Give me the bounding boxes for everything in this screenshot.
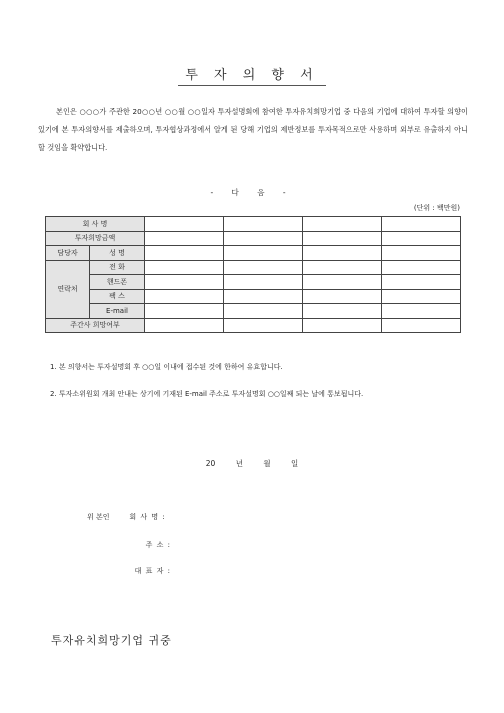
table-cell[interactable] (303, 318, 382, 333)
table-cell[interactable] (224, 246, 303, 261)
signature-address-row (87, 540, 171, 550)
table-cell[interactable] (145, 304, 224, 319)
company-name-header: 회 사 명 (46, 217, 145, 232)
table-cell[interactable] (145, 260, 224, 275)
table-cell[interactable] (303, 289, 382, 304)
unit-label: (단위 : 백만원) (413, 204, 460, 212)
document-title: 투 자 의 향 서 (185, 68, 319, 83)
table-cell[interactable] (382, 217, 461, 232)
table-cell[interactable] (382, 318, 461, 333)
table-cell[interactable] (224, 289, 303, 304)
table-cell[interactable] (224, 260, 303, 275)
table-row (46, 231, 461, 246)
footer-recipient: 투자유치희망기업 귀중 (51, 634, 172, 647)
ceo-label: 대 표 자 : (134, 567, 171, 575)
table-cell[interactable] (145, 289, 224, 304)
contact-header: 연락처 (46, 260, 90, 318)
table-cell[interactable] (303, 275, 382, 290)
address-label: 주 소 : (145, 541, 171, 549)
table-row (46, 318, 461, 333)
note-item: 1. 본 의향서는 투자설명회 후 ○○일 이내에 접수된 것에 한하여 유효합니다. (50, 363, 283, 371)
table-cell[interactable] (224, 304, 303, 319)
phone-header: 전 화 (90, 260, 145, 275)
table-row (46, 260, 461, 275)
investment-amount-header: 투자희망금액 (46, 231, 145, 246)
notes (50, 362, 480, 416)
table-cell[interactable] (382, 275, 461, 290)
table-cell[interactable] (382, 231, 461, 246)
signature-prefix: 위 본인 (87, 513, 110, 521)
table-cell[interactable] (145, 275, 224, 290)
table-cell[interactable] (145, 318, 224, 333)
table-cell[interactable] (382, 289, 461, 304)
intro-paragraph: 본인은 ○○○가 주관한 20○○년 ○○월 ○○일자 투자설명회에 참여한 투자유치희망기업 중 다음의 기업에 대하여 투자할 의향이 있기에 본 투자의향서를 제출하오며, 투자협상과정에서 알게 된 당해 기업의 제반정보를 투자목적으로만 사용하며 외부로 유출하지 아니할 것임을 확약합니다. (38, 107, 468, 152)
table-cell[interactable] (145, 246, 224, 261)
table-cell[interactable] (382, 260, 461, 275)
title-underline (178, 85, 326, 86)
table-cell[interactable] (303, 304, 382, 319)
table-cell[interactable] (224, 231, 303, 246)
table-cell[interactable] (145, 231, 224, 246)
company-label: 회 사 명 : (129, 513, 166, 521)
table-cell[interactable] (224, 275, 303, 290)
mobile-header: 핸드폰 (90, 275, 145, 290)
date-line: 20 년 월 일 (205, 459, 299, 468)
table-row (46, 246, 461, 261)
table-cell[interactable] (303, 246, 382, 261)
table-row (46, 275, 461, 290)
section-label: - 다 음 - (210, 188, 294, 197)
fax-header: 팩 스 (90, 289, 145, 304)
table-cell[interactable] (224, 217, 303, 232)
table-cell[interactable] (382, 304, 461, 319)
table-cell[interactable] (303, 231, 382, 246)
name-header: 성 명 (90, 246, 145, 261)
table-cell[interactable] (303, 260, 382, 275)
signature-company-row (87, 512, 166, 522)
table-row (46, 217, 461, 232)
manager-header: 담당자 (46, 246, 90, 261)
table-cell[interactable] (145, 217, 224, 232)
table-cell[interactable] (224, 318, 303, 333)
table-cell[interactable] (303, 217, 382, 232)
table-row (46, 304, 461, 319)
email-header: E-mail (90, 304, 145, 319)
table-row (46, 289, 461, 304)
investment-table (45, 216, 461, 333)
lead-intent-header: 주간사 희망여부 (46, 318, 145, 333)
table-cell[interactable] (382, 246, 461, 261)
note-item: 2. 투자소위원회 개최 안내는 상기에 기재된 E-mail 주소로 투자설명회 ○○일째 되는 날에 통보됩니다. (50, 390, 364, 398)
signature-ceo-row (87, 566, 171, 576)
